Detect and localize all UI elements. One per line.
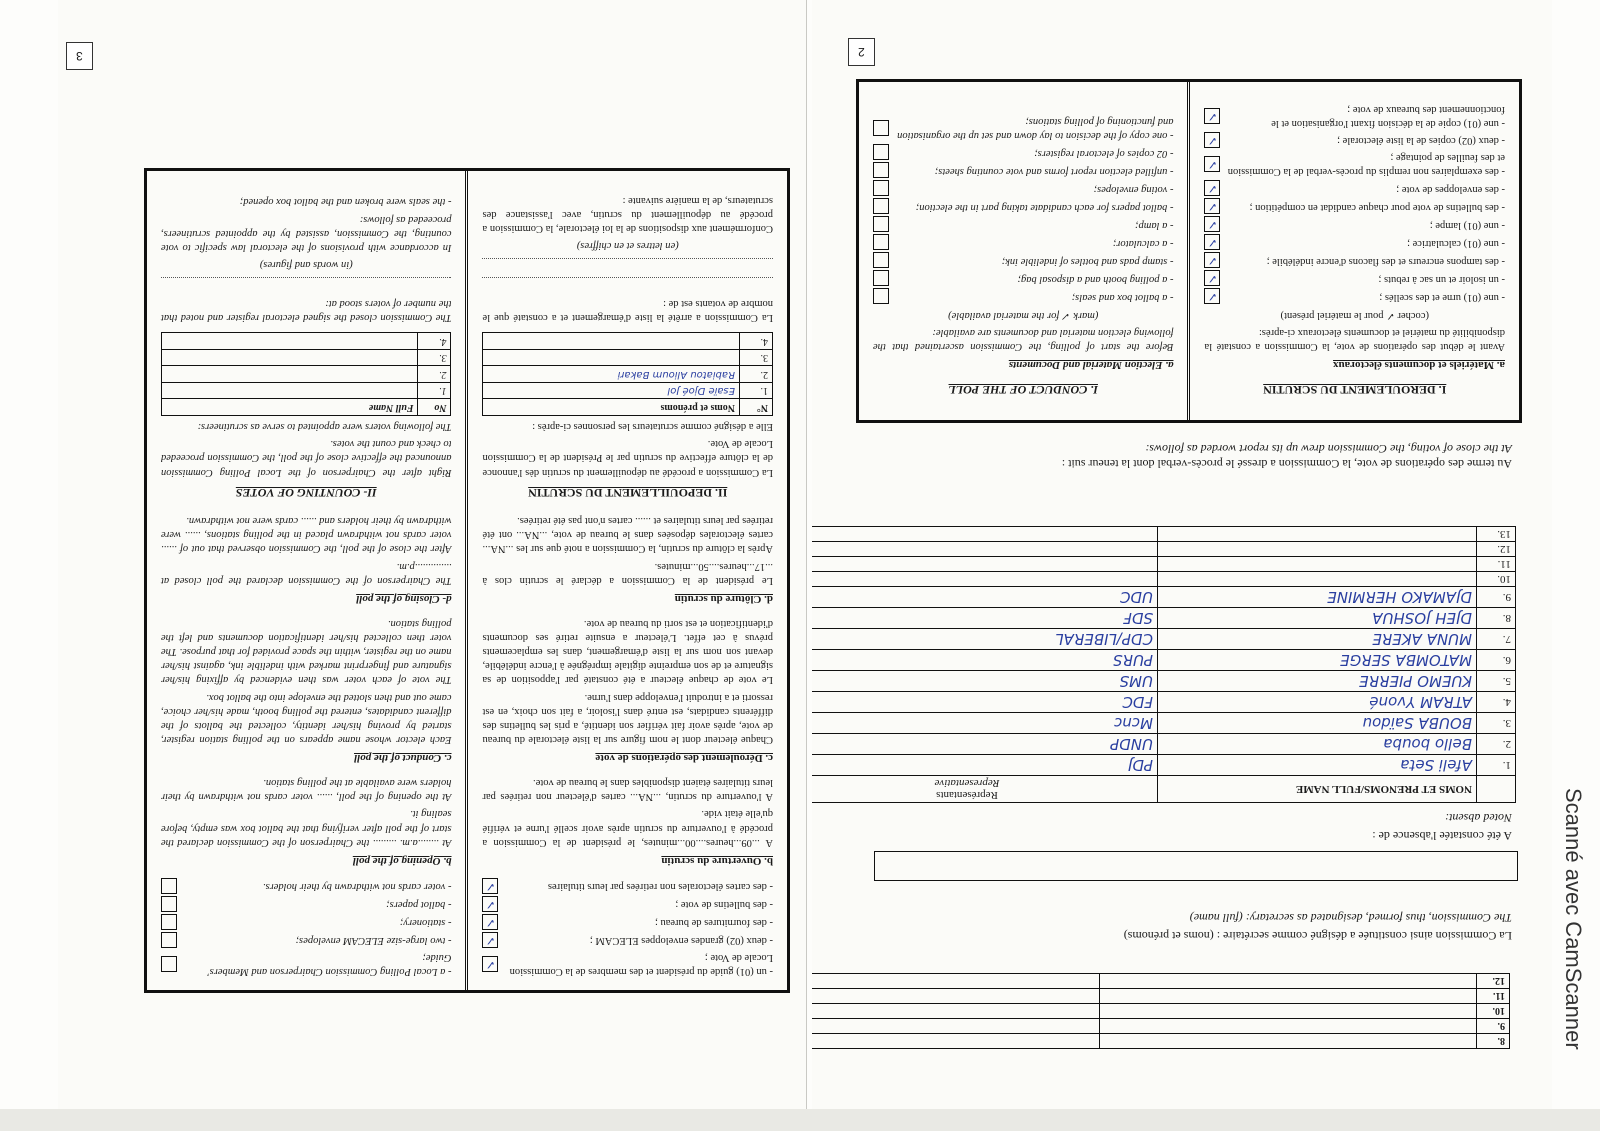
- checklist-item: [873, 252, 1174, 268]
- row-number: 5.: [1477, 671, 1516, 692]
- representative-party: UDC: [812, 587, 1158, 608]
- checklist-item: [873, 270, 1174, 286]
- row-number: 9.: [1477, 1019, 1510, 1034]
- row-number: 2.: [1477, 734, 1516, 755]
- checklist-item: [161, 914, 452, 930]
- representative-party: UNDP: [812, 734, 1158, 755]
- section-a-title-fr: a. Matériels et documents électoraux: [1333, 358, 1505, 371]
- closing-en: At the close of voting, the Commission drew up its report worded as follows:: [1145, 442, 1512, 456]
- member-name: [1100, 1019, 1477, 1034]
- checklist-item: [483, 878, 774, 894]
- row-number: 7.: [1477, 629, 1516, 650]
- checklist-item: [873, 234, 1174, 250]
- representative-party: CDP/LIBERAL: [812, 629, 1158, 650]
- checkbox[interactable]: [161, 914, 177, 930]
- checkbox[interactable]: ✓: [1205, 198, 1221, 214]
- representative-name: MUNA AKERE: [1158, 629, 1477, 650]
- checkbox[interactable]: [873, 288, 889, 304]
- page-2-frame: [856, 79, 1522, 423]
- member-role: [812, 974, 1100, 989]
- representative-name: BOUBA Saïdou: [1158, 713, 1477, 734]
- checklist-item-label: - one copy of the decision to lay down and set up the organisation and functioning of polling stations;: [897, 116, 1174, 142]
- words-figures-hint-fr: (en lettres et en chiffres): [576, 240, 679, 252]
- checkbox[interactable]: ✓: [1205, 252, 1221, 268]
- row-number: 11.: [1477, 989, 1510, 1004]
- checkbox[interactable]: ✓: [483, 914, 499, 930]
- row-number: 2.: [740, 366, 773, 383]
- section-b-title-fr: b. Ouverture du scrutin: [661, 854, 773, 867]
- table-row: [483, 333, 773, 350]
- checklist-fr: [1205, 102, 1506, 305]
- secretary-label-en: The Commission, thus formed, designated as secretary: (full name): [1189, 911, 1512, 925]
- checkbox[interactable]: [873, 144, 889, 160]
- register-text-fr: La Commission a arrêté la liste d'émargement et a constaté que le nombre de votants est de :: [482, 298, 773, 324]
- representative-party: [812, 527, 1158, 542]
- representative-party: Mcnc: [812, 713, 1158, 734]
- row-number: 2.: [418, 366, 451, 383]
- checklist-item-label: - des bulletins de vote pour chaque candidat en compétition ;: [1249, 201, 1505, 213]
- checkbox[interactable]: [873, 120, 889, 136]
- checkbox[interactable]: ✓: [483, 956, 499, 972]
- section-ii-text2-fr: Elle a désigné comme scrutateurs les personnes ci-après :: [532, 421, 773, 433]
- row-number: 11.: [1477, 557, 1516, 572]
- checklist-item: [1205, 288, 1506, 304]
- section-ii-text2-en: The following voters were appointed to serve as scrutineers:: [197, 421, 452, 433]
- checklist-item: [1205, 198, 1506, 214]
- checklist-item: [873, 144, 1174, 160]
- checkbox[interactable]: [161, 932, 177, 948]
- member-name: [1100, 974, 1477, 989]
- voters-count-line: [161, 277, 452, 290]
- checklist-item: [873, 180, 1174, 196]
- table-row: [483, 366, 773, 383]
- checkbox[interactable]: ✓: [1205, 288, 1221, 304]
- scrutineer-name: [483, 349, 740, 366]
- page-number: 2: [848, 38, 875, 66]
- row-number: 6.: [1477, 650, 1516, 671]
- section-i-title-fr: I. DEROULEMENT DU SCRUTIN: [1263, 383, 1447, 397]
- table-row: [812, 629, 1516, 650]
- table-row: [812, 692, 1516, 713]
- representative-name: DJAMAKO HERMINE: [1158, 587, 1477, 608]
- checkbox[interactable]: [161, 878, 177, 894]
- table-row: [812, 989, 1510, 1004]
- checkbox[interactable]: [873, 162, 889, 178]
- checklist-item-label: - a Local Polling Commission Chairperson and Members' Guide;: [207, 951, 452, 977]
- checklist-item-label: - des enveloppes de vote ;: [1396, 183, 1505, 195]
- table-row: [483, 349, 773, 366]
- checklist-item-label: - une (01) lampe ;: [1429, 219, 1505, 231]
- table-row: [812, 542, 1516, 557]
- checkbox[interactable]: ✓: [483, 896, 499, 912]
- section-d-text-en: The Chairperson of the Commission declared the poll closed at ..............p.m.: [161, 560, 452, 586]
- section-c-text-fr: Chaque électeur dont le nom figure sur la liste électorale du bureau de vote, après avoir fait vérifier son identité, a pris les bulletins des différents candidats, est entré dans l'isoloir, a fait son choix, en est ressorti et a introduit l'enveloppe dans l'urne.: [482, 691, 773, 746]
- member-role: [812, 1004, 1100, 1019]
- row-number: 3.: [418, 349, 451, 366]
- section-i-title-en: I. CONDUCT OF THE POLL: [948, 383, 1098, 397]
- checkbox[interactable]: ✓: [1205, 156, 1221, 172]
- table-row: [812, 974, 1510, 989]
- checklist-item-label: - unfilled election report forms and vote counting sheets;: [934, 165, 1174, 177]
- scrutineers-table-en: [161, 332, 452, 416]
- col-header-representative: [812, 776, 1158, 803]
- secretary-label-fr: La Commission ainsi constituée a désigné comme secrétaire : (noms et prénoms): [1123, 929, 1512, 943]
- row-number: 8.: [1477, 608, 1516, 629]
- checklist-item-label: - des tampons encreurs et des flacons d'encre indélébile ;: [1266, 255, 1505, 267]
- row-number: 4.: [418, 333, 451, 350]
- column-fr: [1191, 82, 1520, 420]
- checklist-item-label: - une (01) calculatrice ;: [1407, 237, 1505, 249]
- checklist-item-label: - 02 copies of electoral registers;: [1034, 147, 1174, 159]
- checklist-item: [1205, 234, 1506, 250]
- checklist-item-label: - stationery;: [399, 916, 452, 928]
- section-ii-title-fr: II. DEPOUILLEMENT DU SCRUTIN: [528, 485, 728, 500]
- section-d-title-en: d- Closing of the poll: [356, 592, 452, 605]
- checkbox[interactable]: [873, 216, 889, 232]
- col-header-full-name: NOMS ET PRENOMS/FULL NAME: [1158, 776, 1477, 803]
- table-row: [483, 382, 773, 399]
- table-row: [812, 587, 1516, 608]
- section-c-text-en: Each elector whose name appears on the polling station register, started by proving his/her identity, collected the ballots of the different candidates, entered the polling booth, made his/her choice, came out and then slotted the envelope into the ballot box.: [161, 691, 452, 746]
- checklist-item-label: - a polling booth and a disposal bag;: [1017, 273, 1174, 285]
- section-c-text2-en: The vote of each voter was then evidenced by affixing his/her signature and fingerprint marked with indelible ink, against his/her name on the register, within the space provided for that purpose. The voter then collected his/her identification documents and left the polling station.: [161, 617, 452, 686]
- table-row: [812, 1004, 1510, 1019]
- section-a-text-en: Before the start of polling, the Commission ascertained that the following election material and documents are available:: [873, 326, 1174, 352]
- checkbox[interactable]: [873, 180, 889, 196]
- row-number: 10.: [1477, 572, 1516, 587]
- checklist-item-label: - une (01) copie de la décision fixant l'organisation et le fonctionnement des bureaux de vote ;: [1271, 103, 1505, 130]
- row-number: 3.: [1477, 713, 1516, 734]
- checklist-item-label: - une (01) urne et des scellés ;: [1379, 291, 1505, 303]
- page-3-frame: [144, 168, 790, 993]
- row-number: 12.: [1477, 974, 1510, 989]
- row-number: 4.: [1477, 692, 1516, 713]
- checklist-fr: [483, 878, 774, 978]
- representative-party: [812, 542, 1158, 557]
- representative-name: [1158, 527, 1477, 542]
- checklist-item: [161, 878, 452, 894]
- col-header-name: Noms et prénoms: [483, 399, 740, 416]
- representative-name: [1158, 542, 1477, 557]
- checkbox[interactable]: ✓: [1205, 108, 1221, 124]
- counting-text-en: In accordance with provisions of the electoral law specific to vote counting, the Commission, assisted by the appointed scrutineers, proceeded as follows:: [161, 213, 452, 253]
- checkbox[interactable]: ✓: [483, 878, 499, 894]
- checklist-en: [873, 114, 1174, 304]
- section-d-text2-en: After the close of the poll, the Commission observed that out of ...... voter cards not withdrawn placed in the polling stations, ...... were withdrawn by their holders and ...... cards were not withdrawn.: [161, 515, 452, 555]
- table-row: [162, 382, 452, 399]
- section-d-text-fr: Le président de la Commission a déclaré le scrutin clos à ...17...heures....50...minutes.: [482, 560, 773, 586]
- member-name: [1100, 1004, 1477, 1019]
- checkbox[interactable]: ✓: [483, 932, 499, 948]
- page-number: 3: [66, 42, 93, 70]
- checklist-item-label: - des exemplaires non remplis du procès-verbal de la Commission et des feuilles de pointage ;: [1227, 152, 1505, 178]
- checklist-item-label: - ballot papers;: [386, 898, 452, 910]
- checklist-item: [873, 198, 1174, 214]
- checklist-item-label: - deux (02) grandes enveloppes ELECAM ;: [589, 934, 773, 946]
- member-role: [812, 1019, 1100, 1034]
- checklist-item-label: - des cartes électorales non retirées par leurs titulaires: [547, 880, 773, 892]
- counting-text2-en: - the seals were broken and the ballot box opened;: [239, 196, 452, 208]
- column-fr: [469, 171, 788, 990]
- checkbox[interactable]: ✓: [1205, 216, 1221, 232]
- row-number: 1.: [418, 382, 451, 399]
- col-header-number: No: [418, 399, 451, 416]
- rep-label-fr: Représentants: [936, 789, 998, 801]
- section-c-text2-fr: Le vote de chaque électeur a été constaté par l'apposition de sa signature et de son empreinte digitale imprégnée à l'encre indélébile, devant son nom sur la liste d'émargement, dans les emplacements prévus à cet effet. L'électeur a ensuite retiré ses documents d'identification et est sorti du bureau de vote.: [482, 617, 773, 686]
- section-d-text2-fr: Après la clôture du scrutin, la Commission a noté que sur les ...NA... cartes électorales déposées dans le bureau de vote, ...NA... ont été retirées par leurs titulaires et ...... cartes n'ont pas été retirées.: [482, 515, 773, 555]
- checklist-item: [873, 288, 1174, 304]
- scan-page-3: [58, 0, 807, 1111]
- table-row: [812, 671, 1516, 692]
- member-name: [1100, 1034, 1477, 1049]
- col-header-number: [1477, 776, 1516, 803]
- table-row: [162, 333, 452, 350]
- absent-label-en: Noted absent:: [1445, 811, 1512, 825]
- representatives-table: [812, 526, 1516, 803]
- checklist-item: [483, 950, 774, 978]
- checklist-en: [161, 878, 452, 978]
- row-number: 1.: [740, 382, 773, 399]
- representative-name: MATOMBA SERGE: [1158, 650, 1477, 671]
- section-c-title-en: c. Conduct of the poll: [354, 751, 452, 764]
- column-en: [147, 171, 469, 990]
- representative-name: ATRAM Yvoné: [1158, 692, 1477, 713]
- col-header-name: Full Name: [162, 399, 419, 416]
- checklist-item: [1205, 270, 1506, 286]
- representative-party: UMS: [812, 671, 1158, 692]
- scanner-bottom-strip: [0, 1109, 1600, 1131]
- member-name: [1100, 989, 1477, 1004]
- camscanner-watermark: Scanné avec CamScanner: [1561, 788, 1586, 1050]
- checklist-item: [1205, 102, 1506, 130]
- row-number: 13.: [1477, 527, 1516, 542]
- row-number: 8.: [1477, 1034, 1510, 1049]
- checkbox[interactable]: ✓: [1205, 132, 1221, 148]
- checklist-item: [1205, 216, 1506, 232]
- row-number: 9.: [1477, 587, 1516, 608]
- checkbox[interactable]: [873, 198, 889, 214]
- section-c-title-fr: c. Déroulement des opérations de vote: [595, 751, 773, 764]
- checklist-item: [483, 896, 774, 912]
- section-b-title-en: b. Opening of the poll: [352, 854, 452, 867]
- representative-party: FDC: [812, 692, 1158, 713]
- absent-label-fr: A été constatée l'absence de :: [1372, 829, 1512, 843]
- scrutineers-table-fr: [483, 332, 774, 416]
- checkbox[interactable]: [161, 896, 177, 912]
- representative-party: SDF: [812, 608, 1158, 629]
- checkbox[interactable]: [873, 252, 889, 268]
- section-a-hint-en: (mark ✓ for the material available): [948, 309, 1099, 321]
- scan-page-2: [812, 0, 1552, 1111]
- checkbox[interactable]: ✓: [1205, 270, 1221, 286]
- table-row: [812, 527, 1516, 542]
- table-row: [812, 608, 1516, 629]
- checklist-item: [873, 114, 1174, 142]
- representative-party: PURS: [812, 650, 1158, 671]
- checkbox[interactable]: [873, 234, 889, 250]
- representative-party: [812, 572, 1158, 587]
- section-d-title-fr: d. Clôture du scrutin: [674, 592, 773, 605]
- page-2-content: [812, 0, 1552, 1111]
- column-en: [859, 82, 1191, 420]
- scrutineer-name: [162, 366, 419, 383]
- checklist-item-label: - a ballot box and seals;: [1071, 291, 1174, 303]
- table-row: [812, 572, 1516, 587]
- checklist-item: [873, 216, 1174, 232]
- table-row: [812, 734, 1516, 755]
- representative-name: Bello bouba: [1158, 734, 1477, 755]
- table-row: [812, 1034, 1510, 1049]
- checkbox[interactable]: [873, 270, 889, 286]
- table-row: [812, 650, 1516, 671]
- representative-name: [1158, 572, 1477, 587]
- voters-count-line: [483, 277, 774, 290]
- representative-name: KUEMO PIERRE: [1158, 671, 1477, 692]
- checkbox[interactable]: ✓: [1205, 234, 1221, 250]
- closing-fr: Au terme des opérations de vote, la Commission a dressé le procès-verbal dont la teneur suit :: [1061, 457, 1512, 471]
- section-a-hint-fr: (cocher ✓ pour le matériel présent): [1280, 309, 1429, 321]
- section-b-text2-fr: A l'ouverture du scrutin, ...NA... cartes d'électeur non retirées par leurs titulaires étaient disponibles dans le bureau de vote.: [482, 777, 773, 803]
- checklist-item-label: - two large-size ELECAM envelopes;: [295, 934, 452, 946]
- checklist-item-label: - a lamp;: [1135, 219, 1174, 231]
- representative-name: Afeli Seta: [1158, 755, 1477, 776]
- checklist-item-label: - a calculator;: [1112, 237, 1174, 249]
- scrutineer-name: [162, 382, 419, 399]
- member-role: [812, 1034, 1100, 1049]
- register-text-en: The Commission closed the signed electoral register and noted that the number of voters stood at:: [161, 298, 452, 324]
- page-3-content: [58, 0, 806, 1111]
- secretary-name-box: [874, 851, 1518, 881]
- checklist-item-label: - des fournitures de bureau ;: [654, 916, 773, 928]
- section-ii-text-fr: La Commission a procédé au dépouillement du scrutin dès l'annonce de la clôture effective du scrutin par le Président de la Commission Locale de Vote.: [482, 438, 773, 478]
- row-number: 3.: [740, 349, 773, 366]
- col-header-number: N°: [740, 399, 773, 416]
- checklist-item-label: - un (01) guide du président et des membres de la Commission Locale de Vote ;: [509, 951, 773, 977]
- table-row: [812, 713, 1516, 734]
- section-a-text-fr: Avant le début des opérations de vote, la Commission a constaté la disponibilité du matériel et documents électoraux ci-après:: [1204, 326, 1505, 352]
- checklist-item: [483, 932, 774, 948]
- row-number: 1.: [1477, 755, 1516, 776]
- row-number: 12.: [1477, 542, 1516, 557]
- representative-name: DJEH JOSHUA: [1158, 608, 1477, 629]
- rep-label-en: Representative: [934, 777, 1000, 789]
- checklist-item: [1205, 132, 1506, 148]
- checklist-item-label: - un isoloir et un sac à rebuts ;: [1378, 273, 1505, 285]
- checkbox[interactable]: [161, 956, 177, 972]
- row-number: 10.: [1477, 1004, 1510, 1019]
- table-row: [812, 1019, 1510, 1034]
- section-ii-title-en: II- COUNTING OF VOTES: [235, 485, 377, 500]
- checklist-item-label: - des bulletins de vote ;: [675, 898, 773, 910]
- table-row: [162, 366, 452, 383]
- checklist-item: [483, 914, 774, 930]
- scrutineer-name: [162, 333, 419, 350]
- members-continuation-table: [812, 973, 1510, 1049]
- checklist-item: [1205, 180, 1506, 196]
- section-b-text-fr: A ...09...heures....00...minutes, le président de la Commission a procédé à l'ouverture du scrutin après avoir scellé l'urne et vérifié qu'elle était vide.: [482, 808, 773, 848]
- checklist-item-label: - deux (02) copies de la liste électorale ;: [1337, 135, 1505, 147]
- table-row: [812, 557, 1516, 572]
- scrutineer-name: [162, 349, 419, 366]
- representative-name: [1158, 557, 1477, 572]
- representative-party: [812, 557, 1158, 572]
- checklist-item-label: - voter cards not withdrawn by their holders.: [262, 880, 452, 892]
- table-row: [812, 755, 1516, 776]
- section-ii-text-en: Right after the Chairperson of the Local Polling Commission announced the effective close of the poll, the Commission proceeded to check and count the votes.: [161, 438, 452, 478]
- checklist-item: [161, 896, 452, 912]
- scrutineer-name: [483, 333, 740, 350]
- checklist-item: [161, 950, 452, 978]
- checklist-item: [161, 932, 452, 948]
- checklist-item: [1205, 252, 1506, 268]
- scrutineer-name: Rabiatou Alioum Bakari: [483, 366, 740, 383]
- section-b-text-en: At ........a.m. ......... the Chairperson of the Commission declared the start of the poll after verifying that the ballot box was empty, before sealing it.: [161, 808, 452, 848]
- closing-statement: [862, 441, 1512, 471]
- scrutineer-name: Esaïe Djoé Jol: [483, 382, 740, 399]
- table-row: [162, 349, 452, 366]
- checklist-item: [873, 162, 1174, 178]
- representative-party: PDJ: [812, 755, 1158, 776]
- row-number: 4.: [740, 333, 773, 350]
- checklist-item: [1205, 150, 1506, 178]
- member-role: [812, 989, 1100, 1004]
- words-figures-hint-en: (in words and figures): [259, 259, 353, 271]
- checklist-item-label: - ballot papers for each candidate taking part in the election;: [915, 201, 1174, 213]
- checklist-item-label: - stamp pads and bottles of indelible ink;: [1001, 255, 1174, 267]
- checkbox[interactable]: ✓: [1205, 180, 1221, 196]
- checklist-item-label: - voting envelopes;: [1093, 183, 1174, 195]
- counting-text-fr: Conformément aux dispositions de la loi électorale, la Commission a procédé au dépouillement du scrutin, avec l'assistance des scrutateurs, de la manière suivante :: [482, 194, 773, 234]
- voters-count-line: [483, 258, 774, 271]
- section-b-text2-en: At the opening of the poll, ...... voter cards not withdrawn by their holders were available at the polling station.: [161, 777, 452, 803]
- section-a-title-en: a. Election Material and Documents: [1008, 358, 1174, 371]
